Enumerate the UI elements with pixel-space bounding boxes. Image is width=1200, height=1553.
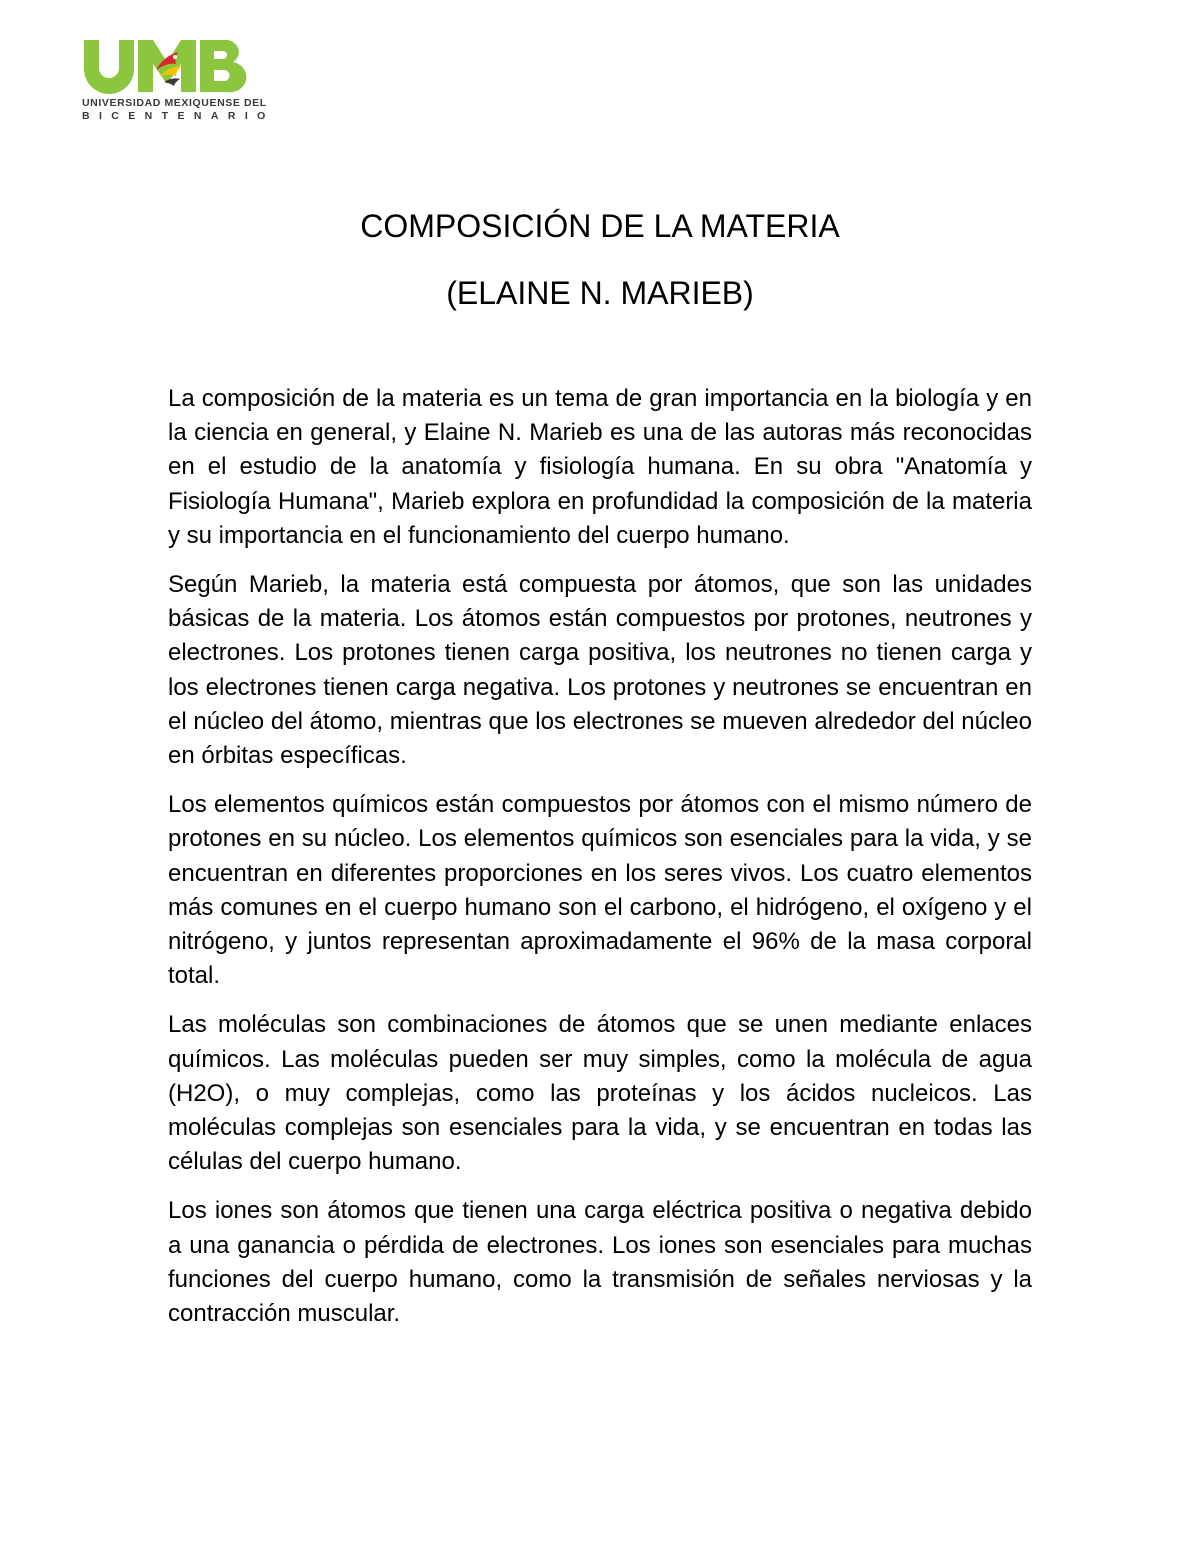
logo-university-name: UNIVERSIDAD MEXIQUENSE DEL [82, 97, 267, 109]
paragraph: Los elementos químicos están compuestos por átomos con el mismo número de protones en su núcleo. Los elementos químicos son esenciales para la vida, y se encuentran en diferentes proporciones en los seres vivos. Los cuatro elementos más comunes en el cuerpo humano son el carbono, el hidrógeno, el oxígeno y el nitrógeno, y juntos representan aproximadamente el 96% de la masa corporal total. [168, 791, 1032, 990]
document-title [0, 206, 1200, 313]
paragraph: Según Marieb, la materia está compuesta por átomos, que son las unidades básicas de la materia. Los átomos están compuestos por protones, neutrones y electrones. Los protones tienen carga positiva, los neutrones no tienen carga y los electrones tienen carga negativa. Los protones y neutrones se encuentran en el núcleo del átomo, mientras que los electrones se mueven alrededor del núcleo en órbitas específicas. [168, 571, 1032, 770]
title-line-2: (ELAINE N. MARIEB) [446, 275, 754, 311]
paragraph: Los iones son átomos que tienen una carga eléctrica positiva o negativa debido a una ganancia o pérdida de electrones. Los iones son esenciales para muchas funciones del cuerpo humano, como la transmisión de señales nerviosas y la contracción muscular. [168, 1197, 1032, 1328]
paragraph: Las moléculas son combinaciones de átomos que se unen mediante enlaces químicos. Las moléculas pueden ser muy simples, como la molécula de agua (H2O), o muy complejas, como las proteínas y los ácidos nucleicos. Las moléculas complejas son esenciales para la vida, y se encuentran en todas las células del cuerpo humano. [168, 1011, 1032, 1176]
umb-logo-mark [80, 36, 252, 94]
title-line-1: COMPOSICIÓN DE LA MATERIA [360, 208, 840, 244]
logo-university-subtitle: BICENTENARIO [82, 110, 275, 122]
university-logo [80, 36, 275, 122]
document-body [168, 382, 1032, 1346]
paragraph: La composición de la materia es un tema de gran importancia en la biología y en la ciencia en general, y Elaine N. Marieb es una de las autoras más reconocidas en el estudio de la anatomía y fisiología humana. En su obra "Anatomía y Fisiología Humana", Marieb explora en profundidad la composición de la materia y su importancia en el funcionamiento del cuerpo humano. [168, 385, 1032, 549]
